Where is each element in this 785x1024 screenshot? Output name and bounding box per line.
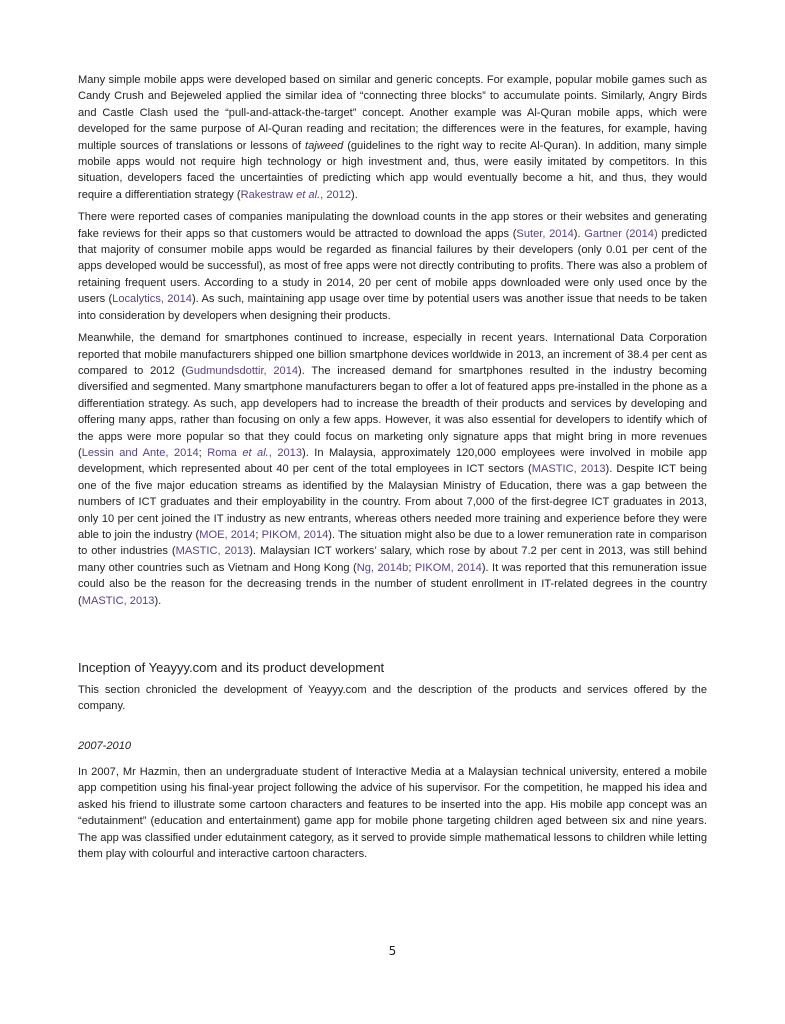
text-run: ). The situation might also be due to a lower remuneration rate in comparison to other industries ( [78,528,707,558]
citation-link[interactable]: Rakestraw [240,188,297,201]
citation-link[interactable]: Lessin and Ante, 2014 [81,446,199,459]
body-text [78,72,707,615]
text-run: ). The increased demand for smartphones resulted in the industry becoming diversified and segmented. Many smartphone manufacturers began to offer a lot of featured apps pre-installed in the phone as a differentiation strategy. As such, app developers had to increase the breadth of their products and services by developing and offering many apps, rather than focusing on only a few apps. However, it was also essential for developers to identify which of the apps were more popular so that they could focus on marketing only signature apps that might bring in more revenues ( [78,364,707,459]
text-run: ). [573,227,585,240]
text-run: ; [255,528,262,541]
text-run: ). In Malaysia, approximately 120,000 employees were involved in mobile app development, which represented about 40 per cent of the total employees in ICT sectors ( [78,446,707,476]
text-run: Many simple mobile apps were developed based on similar and generic concepts. For example, popular mobile games such as Candy Crush and Bejeweled applied the similar idea of “connecting three blocks” to accumulate points. Similarly, Angry Birds and Castle Clash used the “pull-and-attack-the-target” concept. Another example was Al-Quran mobile apps, which were developed for the same purpose of Al-Quran reading and recitation; the differences were in the features, for example, having multiple sources of translations or lessons of [78,74,707,152]
citation-link[interactable]: et al. [296,188,321,201]
paragraph-3 [78,330,707,609]
citation-link[interactable]: Ng, 2014b [356,561,409,574]
text-run: ). [351,188,358,201]
citation-link[interactable]: Roma [207,446,243,459]
paragraph-1 [78,72,707,203]
text-run: predicted that majority of consumer mobile apps would be regarded as financial failures by their developers (only 0.01 per cent of the apps developed would be successful), as most of free apps were not directly contributing to profits. There was also a problem of retaining frequent users. According to a study in 2014, 20 per cent of mobile apps downloaded were only used once by the users ( [78,227,707,306]
citation-link[interactable]: et al. [242,446,269,459]
page-number: 5 [388,944,397,958]
text-run: Meanwhile, the demand for smartphones continued to increase, especially in recent years. International Data Corporation reported that mobile manufacturers shipped one billion smartphone devices worldwide in 2013, an increment of 38.4 per cent as compared to 2012 ( [78,332,707,377]
citation-link[interactable]: MASTIC, 2013 [175,545,250,558]
text-run: ). [154,594,162,607]
citation-link[interactable]: , 2012 [320,188,351,201]
citation-link[interactable]: MASTIC, 2013 [81,594,155,607]
citation-link[interactable]: PIKOM, 2014 [414,561,482,574]
citation-link[interactable]: MOE, 2014 [199,528,256,541]
text-run: ; [198,446,208,459]
subheading-2007-2010: 2007-2010 [78,740,132,752]
paragraph-2 [78,209,707,324]
citation-link[interactable]: Gartner (2014) [584,227,658,240]
citation-link[interactable]: PIKOM, 2014 [261,528,329,541]
section-intro: This section chronicled the development of Yeayyy.com and the description of the products and services offered by the company. [78,684,707,713]
citation-link[interactable]: MASTIC, 2013 [531,463,606,476]
citation-link[interactable]: Suter, 2014 [516,227,574,240]
text-run: ). Despite ICT being one of the five major education streams as identified by the Malaysian Ministry of Education, there was a gap between the numbers of ICT graduates and their employability in the country. From about 7,000 of the first-degree ICT graduates in 2013, only 10 per cent joined the IT industry as new entrants, whereas others needed more training and experience before they were able to join the industry ( [78,463,708,541]
subsection-paragraph: In 2007, Mr Hazmin, then an undergraduate student of Interactive Media at a Malaysian technical university, entered a mobile app competition using his final-year project following the advice of his supervisor. For the competition, he mapped his idea and asked his friend to illustrate some cartoon characters and features to be inserted into the app. His mobile app concept was an “edutainment” (education and entertainment) game app for mobile phone targeting children aged between six and nine years. The app was classified under edutainment category, as it served to provide simple mathematical lessons to children while letting them play with colourful and interactive cartoon characters. [78,766,707,861]
citation-link[interactable]: Gudmundsdottir, 2014 [185,364,299,377]
text-run: ; [408,561,415,574]
italic-term: tajweed [305,139,344,152]
section-heading: Inception of Yeayyy.com and its product development [78,660,385,675]
citation-link[interactable]: , 2013 [268,446,302,459]
text-run: There were reported cases of companies manipulating the download counts in the app stores or their websites and generating fake reviews for their apps so that customers would be attracted to download the apps ( [78,211,707,240]
text-run: (guidelines to the right way to recite Al-Quran). In addition, many simple mobile apps would not require high technology or high investment and, thus, were easily imitated by competitors. In this situation, developers faced the uncertainties of predicting which app would eventually become a hit, and thus, they would require a differentiation strategy ( [78,139,707,201]
text-run: ). As such, maintaining app usage over time by potential users was another issue that needs to be taken into consideration by developers when designing their products. [78,293,707,322]
text-run: ). It was reported that this remuneration issue could also be the reason for the decreasing trends in the number of student enrollment in IT-related degrees in the country ( [78,561,707,607]
text-run: ). Malaysian ICT workers’ salary, which rose by about 7.2 per cent in 2013, was still behind many other countries such as Vietnam and Hong Kong ( [78,545,707,574]
citation-link[interactable]: Localytics, 2014 [112,293,192,306]
